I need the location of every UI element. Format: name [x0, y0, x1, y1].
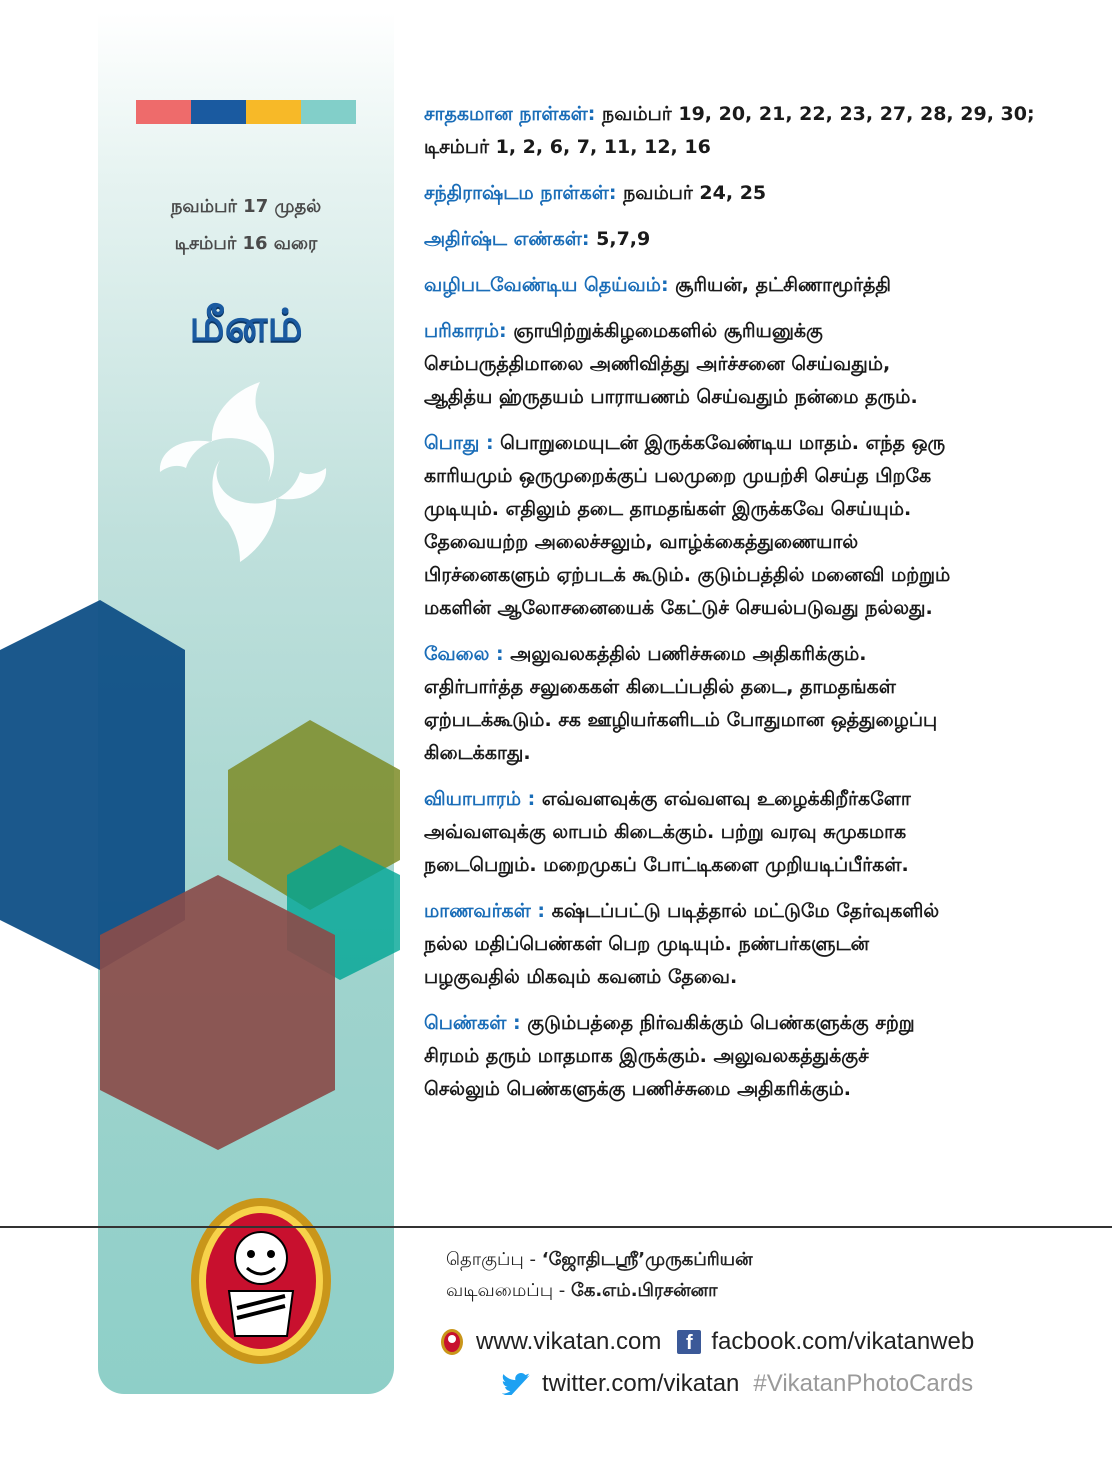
section-text: அவ்வளவுக்கு லாபம் கிடைக்கும். பற்று வரவு சுமுகமாக	[424, 821, 907, 843]
section-label: பெண்கள் :	[424, 1012, 521, 1034]
section-text: தேவையற்ற அலைச்சலும், வாழ்க்கைத்துணையால்	[424, 531, 859, 553]
section-text: கஷ்டப்பட்டு படித்தால் மட்டுமே தேர்வுகளில்	[545, 900, 940, 922]
section-text: பொறுமையுடன் இருக்கவேண்டிய மாதம். எந்த ஒரு	[493, 432, 946, 454]
section-text: குடும்பத்தை நிர்வகிக்கும் பெண்களுக்கு சற்று	[520, 1012, 915, 1034]
credit-compiled-label: தொகுப்பு -	[446, 1249, 537, 1270]
section-remedy	[424, 315, 1084, 414]
section-text: நவம்பர் 24, 25	[616, 182, 767, 204]
color-bar-yellow	[246, 100, 301, 124]
section-lucky-numbers	[424, 223, 1084, 256]
section-deity	[424, 269, 1084, 302]
section-text: செல்லும் பெண்களுக்கு பணிச்சுமை அதிகரிக்கும்.	[424, 1078, 852, 1100]
hashtag: #VikatanPhotoCards	[753, 1370, 974, 1397]
section-text: மகளின் ஆலோசனையைக் கேட்டுச் செயல்படுவது நல்லது.	[424, 597, 933, 619]
section-text: காரியமும் ஒருமுறைக்குப் பலமுறை முயற்சி செய்த பிறகே	[424, 465, 932, 487]
color-bar-blue	[191, 100, 246, 124]
section-label: வழிபடவேண்டிய தெய்வம்:	[424, 274, 669, 296]
section-text: ஞாயிற்றுக்கிழமைகளில் சூரியனுக்கு	[506, 320, 823, 342]
section-text: ஏற்படக்கூடும். சக ஊழியர்களிடம் போதுமான ஒத்துழைப்பு	[424, 709, 938, 731]
social-row-web-fb	[440, 1328, 974, 1356]
credits	[446, 1244, 753, 1306]
vikatan-logo	[189, 1196, 334, 1366]
section-favourable-days	[424, 98, 1084, 164]
section-text: கிடைக்காது.	[424, 742, 531, 764]
section-business	[424, 783, 1084, 882]
section-text: பிரச்னைகளும் ஏற்படக் கூடும். குடும்பத்தில் மனைவி மற்றும்	[424, 564, 951, 586]
section-text: முடியும். எதிலும் தடை தாமதங்கள் இருக்கவே செய்யும்.	[424, 498, 912, 520]
section-label: மாணவர்கள் :	[424, 900, 546, 922]
section-women	[424, 1007, 1084, 1106]
facebook-link[interactable]: facbook.com/vikatanweb	[711, 1328, 975, 1355]
section-text: டிசம்பர் 1, 2, 6, 7, 11, 12, 16	[424, 136, 711, 158]
credit-compiled	[446, 1244, 753, 1275]
credit-design	[446, 1275, 753, 1306]
section-label: பொது :	[424, 432, 494, 454]
twitter-link[interactable]: twitter.com/vikatan	[542, 1370, 740, 1397]
section-chandrashtama-days	[424, 177, 1084, 210]
date-range-start: நவம்பர் 17 முதல்	[170, 196, 322, 217]
section-text: பழகுவதில் மிகவும் கவனம் தேவை.	[424, 966, 738, 988]
color-bar-teal	[301, 100, 356, 124]
date-range	[98, 188, 394, 262]
section-label: பரிகாரம்:	[424, 320, 507, 342]
section-text: சிரமம் தரும் மாதமாக இருக்கும். அலுவலகத்துக்குச்	[424, 1045, 869, 1067]
section-label: அதிர்ஷ்ட எண்கள்:	[424, 228, 590, 250]
section-students	[424, 895, 1084, 994]
pisces-icon	[150, 372, 340, 572]
social-row-twitter	[440, 1370, 974, 1398]
zodiac-sign-title: மீனம்	[189, 300, 303, 351]
horoscope-content	[424, 98, 1084, 1119]
facebook-icon: f	[677, 1330, 701, 1354]
credit-compiled-name: ‘ஜோதிடஸ்ரீ’முருகப்ரியன்	[541, 1249, 753, 1270]
pisces-fish-lower	[212, 460, 326, 562]
section-text: சூரியன், தட்சிணாமூர்த்தி	[668, 274, 891, 296]
section-text: நடைபெறும். மறைமுகப் போட்டிகளை முறியடிப்பீர்கள்.	[424, 854, 909, 876]
section-general	[424, 427, 1084, 625]
credit-design-name: கே.எம்.பிரசன்னா	[571, 1280, 718, 1301]
section-label: வேலை :	[424, 643, 504, 665]
date-range-end: டிசம்பர் 16 வரை	[174, 233, 318, 254]
section-text: அலுவலகத்தில் பணிச்சுமை அதிகரிக்கும்.	[503, 643, 867, 665]
section-label: சாதகமான நாள்கள்:	[424, 103, 596, 125]
section-text: எதிர்பார்த்த சலுகைகள் கிடைப்பதில் தடை, தாமதங்கள்	[424, 676, 896, 698]
twitter-icon	[502, 1373, 530, 1395]
social-links	[440, 1328, 974, 1398]
hexagon-decoration	[0, 590, 400, 1170]
footer-divider	[0, 1226, 1112, 1228]
section-work	[424, 638, 1084, 770]
website-link[interactable]: www.vikatan.com	[476, 1328, 662, 1355]
section-text: ஆதித்ய ஹ்ருதயம் பாராயணம் செய்வதும் நன்மை தரும்.	[424, 386, 918, 408]
section-text: நல்ல மதிப்பெண்கள் பெற முடியும். நண்பர்களுடன்	[424, 933, 870, 955]
section-label: வியாபாரம் :	[424, 788, 536, 810]
credit-design-label: வடிவமைப்பு -	[446, 1280, 566, 1301]
section-text: நவம்பர் 19, 20, 21, 22, 23, 27, 28, 29, 30;	[595, 103, 1035, 125]
section-label: சந்திராஷ்டம நாள்கள்:	[424, 182, 617, 204]
color-bar-red	[136, 100, 191, 124]
section-text: எவ்வளவுக்கு எவ்வளவு உழைக்கிறீர்களோ	[535, 788, 911, 810]
vikatan-mini-logo-icon	[440, 1328, 464, 1356]
color-bar	[136, 100, 356, 124]
section-text: செம்பருத்திமாலை அணிவித்து அர்ச்சனை செய்வதும்,	[424, 353, 891, 375]
section-text: 5,7,9	[589, 228, 651, 250]
